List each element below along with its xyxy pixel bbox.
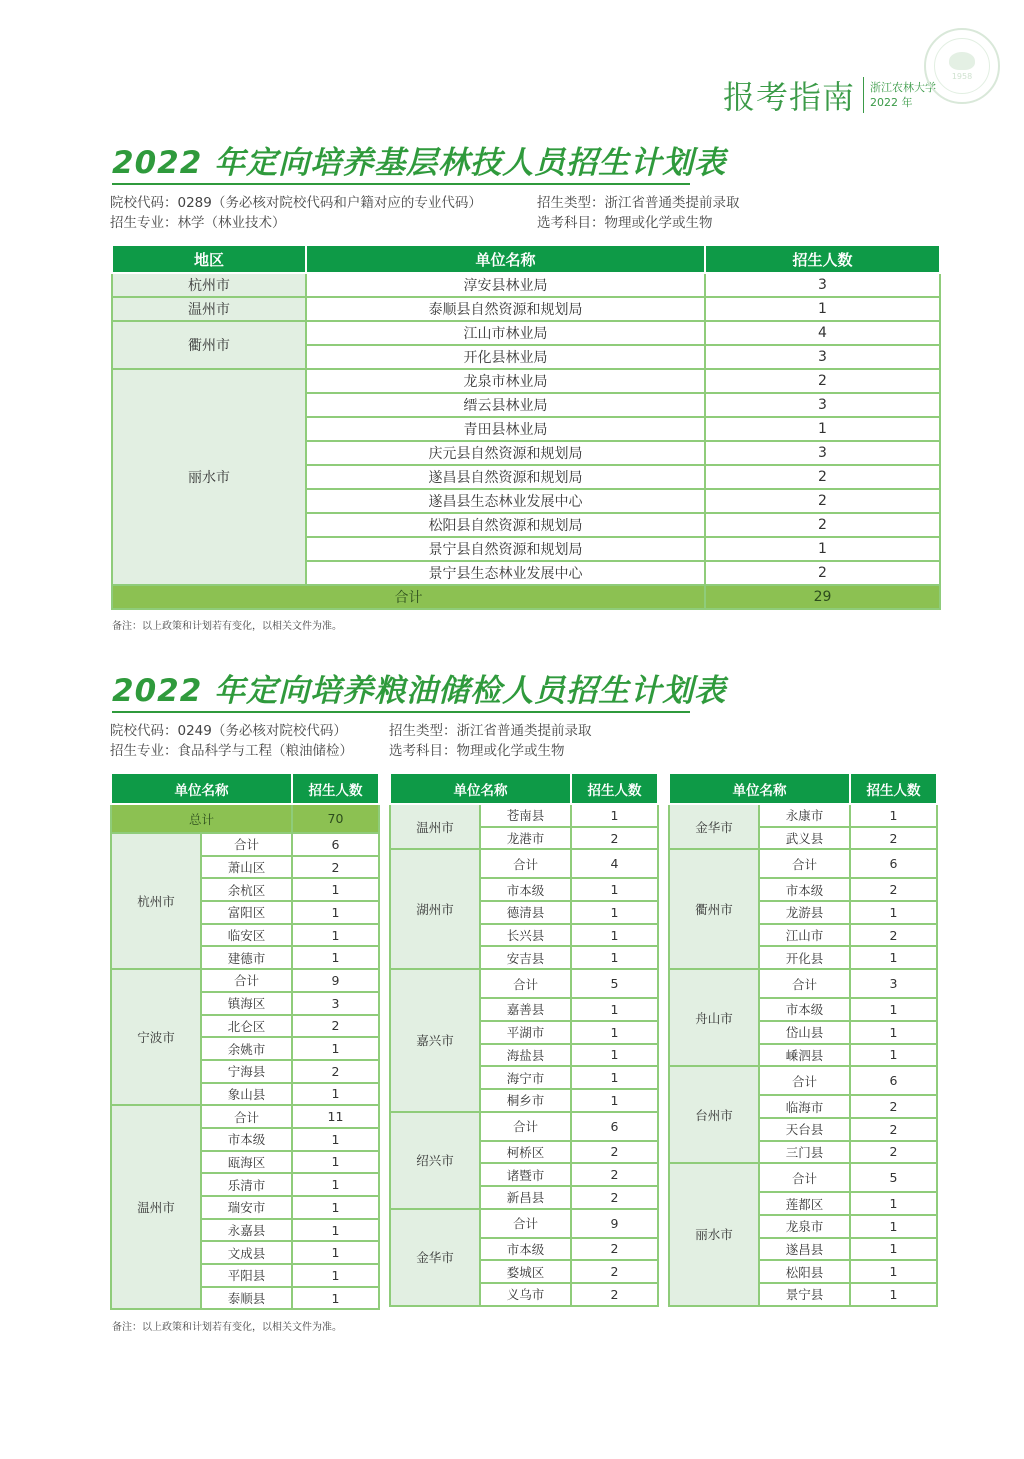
count-cell: 1 (850, 946, 937, 969)
count-cell: 1 (292, 1264, 379, 1287)
district-cell: 余姚市 (201, 1037, 292, 1060)
header-count: 招生人数 (705, 245, 940, 273)
district-cell: 萧山区 (201, 856, 292, 879)
district-cell: 诸暨市 (480, 1163, 571, 1186)
count-cell: 2 (850, 924, 937, 947)
city-cell: 丽水市 (669, 1163, 759, 1305)
district-cell: 临安区 (201, 924, 292, 947)
unit-name-cell: 淳安县林业局 (306, 273, 705, 297)
count-cell: 3 (705, 273, 940, 297)
count-cell: 2 (705, 465, 940, 489)
table-row (111, 1105, 379, 1128)
total-label: 合计 (112, 585, 705, 609)
district-cell: 瓯海区 (201, 1151, 292, 1174)
district-cell: 永嘉县 (201, 1219, 292, 1242)
count-cell: 1 (292, 1173, 379, 1196)
district-cell: 安吉县 (480, 946, 571, 969)
district-cell: 合计 (759, 849, 850, 878)
district-cell: 海盐县 (480, 1044, 571, 1067)
district-cell: 市本级 (759, 998, 850, 1021)
header-unit: 单位名称 (669, 773, 850, 804)
count-cell: 1 (850, 1238, 937, 1261)
count-cell: 2 (292, 856, 379, 879)
count-cell: 3 (705, 441, 940, 465)
district-cell: 永康市 (759, 804, 850, 827)
count-cell: 2 (850, 1095, 937, 1118)
district-cell: 象山县 (201, 1083, 292, 1106)
grand-total-label: 总计 (111, 804, 292, 833)
count-cell: 1 (292, 1151, 379, 1174)
count-cell: 1 (571, 878, 658, 901)
district-cell: 江山市 (759, 924, 850, 947)
district-cell: 德清县 (480, 901, 571, 924)
table-row (669, 804, 937, 827)
district-cell: 合计 (201, 833, 292, 856)
city-cell: 台州市 (669, 1066, 759, 1163)
count-cell: 1 (292, 924, 379, 947)
table-row (390, 804, 658, 827)
region-cell: 杭州市 (112, 273, 306, 297)
table-row (111, 833, 379, 856)
section2-note: 备注：以上政策和计划若有变化，以相关文件为准。 (112, 1322, 342, 1333)
count-cell: 2 (571, 1186, 658, 1209)
page-header (723, 72, 936, 118)
district-cell: 岱山县 (759, 1021, 850, 1044)
city-cell: 金华市 (669, 804, 759, 849)
table-header-row (111, 773, 379, 804)
section2-title: 2022 年定向培养粮油储检人员招生计划表 (112, 673, 727, 709)
unit-name-cell: 庆元县自然资源和规划局 (306, 441, 705, 465)
district-cell: 松阳县 (759, 1260, 850, 1283)
section1-note: 备注：以上政策和计划若有变化，以相关文件为准。 (112, 621, 342, 632)
count-cell: 9 (571, 1209, 658, 1238)
count-cell: 1 (292, 1287, 379, 1310)
count-cell: 1 (571, 1044, 658, 1067)
district-cell: 宁海县 (201, 1060, 292, 1083)
table-row (112, 321, 940, 345)
table-row (669, 969, 937, 998)
district-cell: 合计 (480, 849, 571, 878)
district-cell: 泰顺县 (201, 1287, 292, 1310)
count-cell: 2 (292, 1015, 379, 1038)
district-cell: 天台县 (759, 1118, 850, 1141)
count-cell: 1 (850, 804, 937, 827)
district-cell: 市本级 (201, 1128, 292, 1151)
count-cell: 2 (705, 489, 940, 513)
city-cell: 温州市 (390, 804, 480, 849)
count-cell: 1 (850, 998, 937, 1021)
university-seal-logo: 1958 (924, 28, 1000, 104)
count-cell: 6 (292, 833, 379, 856)
unit-name-cell: 缙云县林业局 (306, 393, 705, 417)
count-cell: 3 (705, 393, 940, 417)
city-cell: 杭州市 (111, 833, 201, 969)
count-cell: 2 (571, 1260, 658, 1283)
count-cell: 1 (292, 878, 379, 901)
header-count: 招生人数 (571, 773, 658, 804)
district-cell: 市本级 (480, 1238, 571, 1261)
district-cell: 合计 (201, 1105, 292, 1128)
district-cell: 平湖市 (480, 1021, 571, 1044)
region-cell: 丽水市 (112, 369, 306, 585)
unit-name-cell: 泰顺县自然资源和规划局 (306, 297, 705, 321)
section1-meta-right: 招生类型：浙江省普通类提前录取 选考科目：物理或化学或生物 (537, 195, 740, 231)
district-cell: 开化县 (759, 946, 850, 969)
count-cell: 11 (292, 1105, 379, 1128)
count-cell: 1 (571, 804, 658, 827)
count-cell: 6 (850, 1066, 937, 1095)
district-cell: 嘉善县 (480, 998, 571, 1021)
count-cell: 1 (850, 1260, 937, 1283)
section1-meta-left: 院校代码：0289（务必核对院校代码和户籍对应的专业代码） 招生专业：林学（林业技术） (110, 195, 482, 231)
count-cell: 1 (292, 1196, 379, 1219)
unit-name-cell: 龙泉市林业局 (306, 369, 705, 393)
count-cell: 1 (705, 417, 940, 441)
count-cell: 4 (571, 849, 658, 878)
header-unit: 单位名称 (111, 773, 292, 804)
section2-meta-right: 招生类型：浙江省普通类提前录取 选考科目：物理或化学或生物 (389, 723, 592, 759)
city-cell: 嘉兴市 (390, 969, 480, 1111)
table-row (390, 969, 658, 998)
count-cell: 1 (850, 1192, 937, 1215)
unit-name-cell: 遂昌县自然资源和规划局 (306, 465, 705, 489)
count-cell: 3 (850, 969, 937, 998)
district-cell: 富阳区 (201, 901, 292, 924)
count-cell: 2 (705, 513, 940, 537)
district-cell: 合计 (759, 1163, 850, 1192)
table-header-row (669, 773, 937, 804)
city-cell: 温州市 (111, 1105, 201, 1309)
count-cell: 1 (705, 297, 940, 321)
table-header-row (390, 773, 658, 804)
count-cell: 1 (705, 537, 940, 561)
district-cell: 合计 (480, 1112, 571, 1141)
grand-total-value: 70 (292, 804, 379, 833)
header-title: 报考指南 (722, 78, 855, 116)
header-count: 招生人数 (292, 773, 379, 804)
unit-name-cell: 江山市林业局 (306, 321, 705, 345)
unit-name-cell: 松阳县自然资源和规划局 (306, 513, 705, 537)
district-cell: 龙港市 (480, 827, 571, 850)
district-cell: 乐清市 (201, 1173, 292, 1196)
total-row (112, 585, 940, 609)
header-region: 地区 (112, 245, 306, 273)
table-header-row (112, 245, 940, 273)
count-cell: 1 (571, 946, 658, 969)
count-cell: 6 (571, 1112, 658, 1141)
count-cell: 1 (571, 1066, 658, 1089)
table-row (669, 1066, 937, 1095)
header-count: 招生人数 (850, 773, 937, 804)
unit-name-cell: 青田县林业局 (306, 417, 705, 441)
district-cell: 合计 (759, 969, 850, 998)
table-row (669, 1163, 937, 1192)
section1-title-rule (112, 183, 690, 185)
district-cell: 苍南县 (480, 804, 571, 827)
count-cell: 1 (571, 1089, 658, 1112)
grain-table-2 (389, 772, 659, 1307)
district-cell: 义乌市 (480, 1283, 571, 1306)
city-cell: 舟山市 (669, 969, 759, 1066)
district-cell: 婺城区 (480, 1260, 571, 1283)
tree-icon (949, 52, 975, 70)
district-cell: 龙泉市 (759, 1215, 850, 1238)
city-cell: 衢州市 (669, 849, 759, 969)
city-cell: 金华市 (390, 1209, 480, 1306)
district-cell: 海宁市 (480, 1066, 571, 1089)
district-cell: 市本级 (480, 878, 571, 901)
count-cell: 2 (850, 1118, 937, 1141)
district-cell: 合计 (480, 1209, 571, 1238)
city-cell: 宁波市 (111, 969, 201, 1105)
count-cell: 1 (292, 1219, 379, 1242)
count-cell: 9 (292, 969, 379, 992)
section2-meta-left: 院校代码：0249（务必核对院校代码） 招生专业：食品科学与工程（粮油储检） (110, 723, 353, 759)
district-cell: 景宁县 (759, 1283, 850, 1306)
count-cell: 2 (292, 1060, 379, 1083)
count-cell: 2 (571, 1141, 658, 1164)
count-cell: 1 (292, 1037, 379, 1060)
grand-total-row (111, 804, 379, 833)
table-row (390, 849, 658, 878)
count-cell: 4 (705, 321, 940, 345)
district-cell: 瑞安市 (201, 1196, 292, 1219)
forestry-plan-table (111, 244, 941, 610)
count-cell: 2 (571, 1163, 658, 1186)
count-cell: 1 (571, 998, 658, 1021)
count-cell: 2 (571, 1283, 658, 1306)
count-cell: 2 (705, 369, 940, 393)
unit-name-cell: 景宁县自然资源和规划局 (306, 537, 705, 561)
district-cell: 北仑区 (201, 1015, 292, 1038)
district-cell: 龙游县 (759, 901, 850, 924)
header-unit: 单位名称 (390, 773, 571, 804)
district-cell: 武义县 (759, 827, 850, 850)
district-cell: 合计 (759, 1066, 850, 1095)
table-row (112, 273, 940, 297)
count-cell: 6 (850, 849, 937, 878)
count-cell: 1 (571, 924, 658, 947)
count-cell: 2 (571, 827, 658, 850)
district-cell: 嵊泗县 (759, 1044, 850, 1067)
district-cell: 平阳县 (201, 1264, 292, 1287)
unit-name-cell: 景宁县生态林业发展中心 (306, 561, 705, 585)
count-cell: 5 (571, 969, 658, 998)
district-cell: 镇海区 (201, 992, 292, 1015)
header-year: 2022 年 (870, 96, 913, 109)
region-cell: 温州市 (112, 297, 306, 321)
count-cell: 1 (850, 1215, 937, 1238)
header-unit: 单位名称 (306, 245, 705, 273)
district-cell: 合计 (201, 969, 292, 992)
count-cell: 1 (292, 1128, 379, 1151)
grain-table-3 (668, 772, 938, 1307)
count-cell: 1 (292, 946, 379, 969)
count-cell: 2 (850, 878, 937, 901)
district-cell: 余杭区 (201, 878, 292, 901)
count-cell: 1 (571, 901, 658, 924)
table-row (390, 1209, 658, 1238)
district-cell: 桐乡市 (480, 1089, 571, 1112)
district-cell: 柯桥区 (480, 1141, 571, 1164)
district-cell: 文成县 (201, 1241, 292, 1264)
table-row (111, 969, 379, 992)
header-school: 浙江农林大学 (870, 81, 936, 94)
count-cell: 2 (850, 1141, 937, 1164)
district-cell: 建德市 (201, 946, 292, 969)
grain-table-1 (110, 772, 380, 1310)
header-subtitle (870, 80, 936, 110)
district-cell: 新昌县 (480, 1186, 571, 1209)
count-cell: 5 (850, 1163, 937, 1192)
district-cell: 市本级 (759, 878, 850, 901)
count-cell: 1 (850, 1283, 937, 1306)
count-cell: 3 (292, 992, 379, 1015)
city-cell: 湖州市 (390, 849, 480, 969)
unit-name-cell: 开化县林业局 (306, 345, 705, 369)
count-cell: 3 (705, 345, 940, 369)
city-cell: 绍兴市 (390, 1112, 480, 1209)
count-cell: 2 (571, 1238, 658, 1261)
unit-name-cell: 遂昌县生态林业发展中心 (306, 489, 705, 513)
section1-title: 2022 年定向培养基层林技人员招生计划表 (112, 145, 727, 181)
count-cell: 1 (292, 1083, 379, 1106)
district-cell: 临海市 (759, 1095, 850, 1118)
district-cell: 长兴县 (480, 924, 571, 947)
count-cell: 2 (705, 561, 940, 585)
header-divider (863, 77, 864, 113)
count-cell: 1 (571, 1021, 658, 1044)
count-cell: 1 (850, 1021, 937, 1044)
count-cell: 1 (292, 1241, 379, 1264)
district-cell: 遂昌县 (759, 1238, 850, 1261)
district-cell: 三门县 (759, 1141, 850, 1164)
district-cell: 莲都区 (759, 1192, 850, 1215)
table-row (390, 1112, 658, 1141)
count-cell: 1 (850, 1044, 937, 1067)
count-cell: 1 (292, 901, 379, 924)
table-row (112, 369, 940, 393)
count-cell: 1 (850, 901, 937, 924)
district-cell: 合计 (480, 969, 571, 998)
table-row (669, 849, 937, 878)
count-cell: 2 (850, 827, 937, 850)
section2-title-rule (112, 711, 690, 713)
total-value: 29 (705, 585, 940, 609)
table-row (112, 297, 940, 321)
region-cell: 衢州市 (112, 321, 306, 369)
